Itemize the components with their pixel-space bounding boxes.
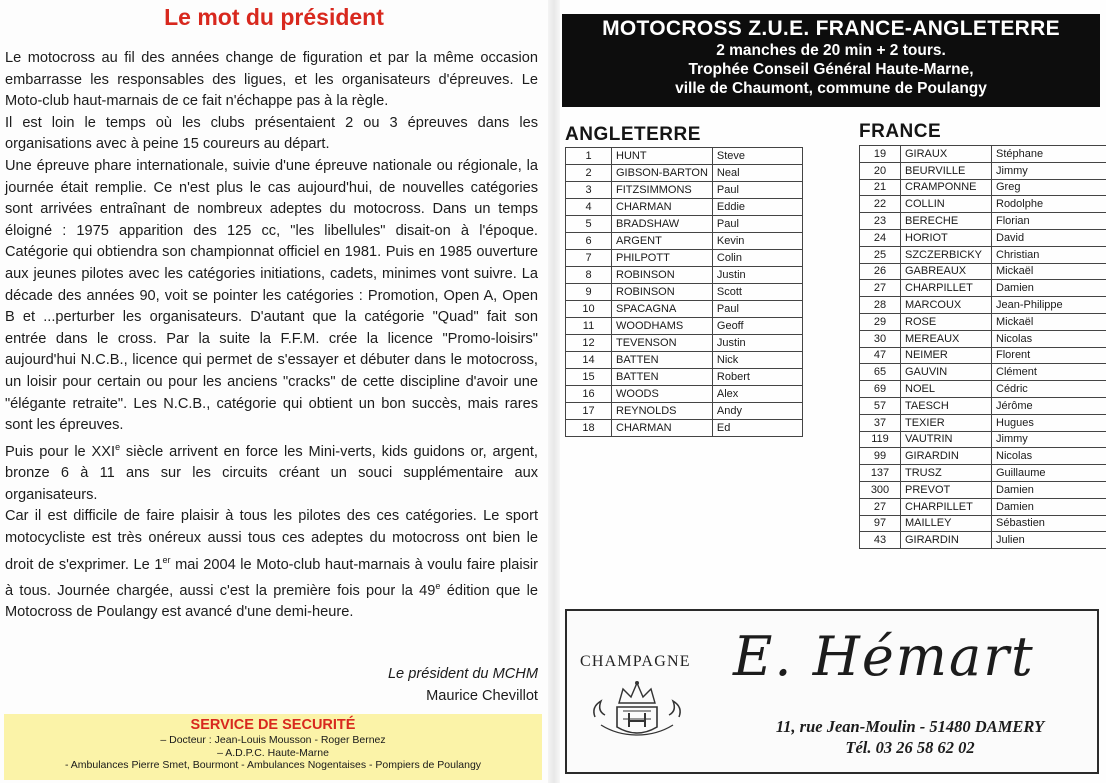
table-row [566, 233, 803, 250]
table-row [566, 199, 803, 216]
security-line: – A.D.P.C. Haute-Marne [217, 746, 329, 759]
rider-lastname: GAUVIN [901, 364, 992, 381]
rider-lastname: GIRARDIN [901, 448, 992, 465]
rider-lastname: REYNOLDS [612, 403, 713, 420]
event-subtitle: ville de Chaumont, commune de Poulangy [675, 80, 987, 97]
rider-firstname: Steve [712, 148, 802, 165]
table-row [860, 146, 1106, 163]
rider-lastname: WOODHAMS [612, 318, 713, 335]
table-row [566, 386, 803, 403]
rider-number: 1 [566, 148, 612, 165]
table-row [566, 148, 803, 165]
rider-firstname: Greg [992, 179, 1106, 196]
rider-number: 10 [566, 301, 612, 318]
rider-number: 69 [860, 381, 901, 398]
ad-address: 11, rue Jean-Moulin - 51480 DAMERY [775, 717, 1045, 736]
table-row [860, 263, 1106, 280]
rider-lastname: TAESCH [901, 397, 992, 414]
table-row [860, 381, 1106, 398]
rider-firstname: Eddie [712, 199, 802, 216]
rider-number: 47 [860, 347, 901, 364]
left-page [0, 0, 548, 783]
text-run: Puis pour le XXI [5, 443, 116, 460]
rider-lastname: NEIMER [901, 347, 992, 364]
rider-number: 14 [566, 352, 612, 369]
rider-number: 57 [860, 397, 901, 414]
rider-lastname: SZCZERBICKY [901, 246, 992, 263]
rider-lastname: CRAMPONNE [901, 179, 992, 196]
rider-firstname: Andy [712, 403, 802, 420]
rider-number: 27 [860, 498, 901, 515]
rider-firstname: Hugues [992, 414, 1106, 431]
rider-firstname: Damien [992, 498, 1106, 515]
table-row [860, 465, 1106, 482]
text-run: mai 2004 le Moto-club haut-marnais à voulu faire plaisir à tous. Journée chargée, aussi c'est la première fois pour la 49 [5, 556, 538, 599]
rider-firstname: Christian [992, 246, 1106, 263]
paragraph: Il est loin le temps où les clubs présentaient 2 ou 3 épreuves dans les organisations avec à peine 15 coureurs au départ. [5, 114, 538, 153]
rider-number: 9 [566, 284, 612, 301]
rider-number: 5 [566, 216, 612, 233]
rider-number: 11 [566, 318, 612, 335]
table-row [860, 364, 1106, 381]
rider-firstname: David [992, 229, 1106, 246]
rider-firstname: Nick [712, 352, 802, 369]
rider-firstname: Sébastien [992, 515, 1106, 532]
table-row [860, 179, 1106, 196]
security-line: - Ambulances Pierre Smet, Bourmont - Ambulances Nogentaises - Pompiers de Poulangy [64, 759, 482, 771]
rider-number: 2 [566, 165, 612, 182]
rider-lastname: ROBINSON [612, 284, 713, 301]
rider-lastname: GABREAUX [901, 263, 992, 280]
rider-firstname: Mickaël [992, 263, 1106, 280]
page-gutter [548, 0, 560, 783]
rider-firstname: Damien [992, 481, 1106, 498]
rider-firstname: Clément [992, 364, 1106, 381]
rider-firstname: Rodolphe [992, 196, 1106, 213]
rider-lastname: ROBINSON [612, 267, 713, 284]
table-row [566, 318, 803, 335]
rider-lastname: MAILLEY [901, 515, 992, 532]
right-page [560, 0, 1106, 783]
paragraph: Une épreuve phare internationale, suivie d'une épreuve nationale ou régionale, la journée était remplie. Ce n'est plus le cas aujourd'hui, de nouvelles catégories sont arrivées entraînant de nombreux adeptes du motocross. Dans un temps éloigné : 1975 apparition des 125 cc, "les libellules" disait-on à l'époque. Catégorie qui obtiendra son championnat officiel en 1981. Puis en 1985 ouverture aux jeunes pilotes avec les catégories initiations, cadets, minimes vont suivre. La décade des années 90, voit se pointer les catégories : Promotion, Open A, Open B et ...perturber les organisateurs. D'autant que la catégorie "Quad" fait son entrée dans le cross. Par la suite la F.F.M. crée la licence "Promo-loisirs" aujourd'hui N.C.B., licence qui permet de s'essayer et débuter dans le motocross, un loisir pour certain ou pour les anciens "cracks" de cette discipline d'avoir une "élégante retraite". Les N.C.B., catégorie qui obtient un bon succès, mais rares sont les épreuves. [5, 157, 538, 434]
rider-lastname: SPACAGNA [612, 301, 713, 318]
rider-number: 12 [566, 335, 612, 352]
rider-firstname: Justin [712, 267, 802, 284]
rider-lastname: PHILPOTT [612, 250, 713, 267]
rider-firstname: Jimmy [992, 162, 1106, 179]
rider-lastname: CHARMAN [612, 199, 713, 216]
rider-lastname: VAUTRIN [901, 431, 992, 448]
rider-lastname: MARCOUX [901, 297, 992, 314]
rider-firstname: Florent [992, 347, 1106, 364]
page-title: Le mot du président [164, 4, 384, 30]
rider-lastname: HUNT [612, 148, 713, 165]
table-row [860, 330, 1106, 347]
rider-number: 4 [566, 199, 612, 216]
rider-number: 29 [860, 313, 901, 330]
superscript: e [115, 441, 121, 452]
rider-firstname: Paul [712, 182, 802, 199]
text-run: siècle arrivent en force les Mini-verts, kids guidons or, argent, bronze 6 à 11 ans sur les circuits créant un souci supplémentaire aux organisateurs. [5, 443, 538, 503]
rider-firstname: Jean-Philippe [992, 297, 1106, 314]
rider-firstname: Guillaume [992, 465, 1106, 482]
rider-firstname: Ed [712, 420, 802, 437]
security-title: SERVICE DE SECURITÉ [190, 717, 356, 733]
paragraph: Le motocross au fil des années change de figuration et par la même occasion embarrasse les responsables des ligues, et les organisateurs d'épreuves. Le Moto-club haut-marnais de ce fait n'échappe pas à la règle. [5, 50, 538, 110]
table-row [860, 481, 1106, 498]
team-title-england: ANGLETERRE [565, 124, 701, 145]
rider-lastname: GIBSON-BARTON [612, 165, 713, 182]
table-row [566, 284, 803, 301]
table-row [860, 515, 1106, 532]
rider-firstname: Mickaël [992, 313, 1106, 330]
rider-lastname: BRADSHAW [612, 216, 713, 233]
rider-lastname: FITZSIMMONS [612, 182, 713, 199]
table-row [860, 532, 1106, 549]
security-line: – Docteur : Jean-Louis Mousson - Roger Bernez [160, 734, 386, 746]
rider-number: 18 [566, 420, 612, 437]
rider-lastname: BERECHE [901, 213, 992, 230]
rider-number: 6 [566, 233, 612, 250]
table-row [860, 347, 1106, 364]
signature [388, 664, 538, 707]
table-row [566, 182, 803, 199]
rider-number: 137 [860, 465, 901, 482]
rider-firstname: Geoff [712, 318, 802, 335]
event-title: MOTOCROSS Z.U.E. FRANCE-ANGLETERRE [602, 17, 1060, 40]
table-row [566, 369, 803, 386]
table-row [566, 165, 803, 182]
rider-lastname: HORIOT [901, 229, 992, 246]
rider-number: 119 [860, 431, 901, 448]
rider-number: 25 [860, 246, 901, 263]
event-subtitle: 2 manches de 20 min + 2 tours. [716, 42, 946, 59]
rider-number: 97 [860, 515, 901, 532]
rider-firstname: Robert [712, 369, 802, 386]
team-title-france: FRANCE [859, 121, 942, 142]
table-row [860, 213, 1106, 230]
table-row [860, 431, 1106, 448]
rider-number: 23 [860, 213, 901, 230]
table-row [566, 352, 803, 369]
table-row [860, 414, 1106, 431]
rider-firstname: Scott [712, 284, 802, 301]
rider-number: 8 [566, 267, 612, 284]
table-row [566, 301, 803, 318]
ad-contact [730, 716, 1090, 758]
event-header [562, 14, 1100, 107]
rider-lastname: MEREAUX [901, 330, 992, 347]
table-row [566, 420, 803, 437]
paragraph [5, 437, 538, 507]
champagne-crest-icon [587, 677, 687, 739]
rider-lastname: ARGENT [612, 233, 713, 250]
event-subtitle: Trophée Conseil Général Haute-Marne, [688, 61, 974, 78]
table-row [566, 335, 803, 352]
rider-firstname: Jérôme [992, 397, 1106, 414]
table-row [860, 498, 1106, 515]
text-run: Car il est difficile de faire plaisir à tous les pilotes des ces catégories. Le sport motocycliste est très onéreux aussi tous ces adeptes du motocross ont bien le droit de s'exprimer. Le 1 [5, 508, 538, 573]
rider-number: 37 [860, 414, 901, 431]
table-row [860, 397, 1106, 414]
president-text [5, 48, 538, 624]
rider-number: 65 [860, 364, 901, 381]
rider-lastname: GIRAUX [901, 146, 992, 163]
rider-lastname: BEURVILLE [901, 162, 992, 179]
rider-lastname: CHARPILLET [901, 498, 992, 515]
sponsor-ad [565, 609, 1099, 774]
rider-number: 99 [860, 448, 901, 465]
rider-number: 22 [860, 196, 901, 213]
rider-number: 7 [566, 250, 612, 267]
signature-role: Le président du MCHM [387, 666, 538, 682]
rider-firstname: Alex [712, 386, 802, 403]
table-row [860, 280, 1106, 297]
ad-champagne-label: CHAMPAGNE [580, 653, 691, 670]
ad-brand-name: E. Hémart [733, 625, 1035, 688]
table-row [860, 297, 1106, 314]
rider-number: 300 [860, 481, 901, 498]
table-row [860, 196, 1106, 213]
table-row [860, 448, 1106, 465]
rider-lastname: PREVOT [901, 481, 992, 498]
table-row [566, 403, 803, 420]
ad-phone: Tél. 03 26 58 62 02 [845, 738, 975, 757]
rider-number: 17 [566, 403, 612, 420]
rider-lastname: CHARMAN [612, 420, 713, 437]
rider-number: 3 [566, 182, 612, 199]
table-row [566, 267, 803, 284]
rider-firstname: Paul [712, 216, 802, 233]
rider-firstname: Stéphane [992, 146, 1106, 163]
england-riders-table [565, 147, 803, 437]
rider-lastname: CHARPILLET [901, 280, 992, 297]
rider-lastname: ROSE [901, 313, 992, 330]
rider-lastname: GIRARDIN [901, 532, 992, 549]
rider-number: 43 [860, 532, 901, 549]
text-run: édition que le Motocross de Poulangy est avancé d'une demi-heure. [5, 582, 538, 621]
rider-lastname: NOEL [901, 381, 992, 398]
superscript: e [435, 580, 441, 591]
table-row [860, 229, 1106, 246]
rider-firstname: Neal [712, 165, 802, 182]
table-row [860, 313, 1106, 330]
paragraph [5, 506, 538, 624]
table-row [860, 162, 1106, 179]
rider-number: 15 [566, 369, 612, 386]
rider-lastname: BATTEN [612, 352, 713, 369]
rider-lastname: BATTEN [612, 369, 713, 386]
rider-firstname: Julien [992, 532, 1106, 549]
rider-number: 28 [860, 297, 901, 314]
rider-firstname: Kevin [712, 233, 802, 250]
rider-lastname: TEXIER [901, 414, 992, 431]
rider-firstname: Cédric [992, 381, 1106, 398]
rider-firstname: Jimmy [992, 431, 1106, 448]
table-row [860, 246, 1106, 263]
rider-number: 30 [860, 330, 901, 347]
signature-name: Maurice Chevillot [426, 687, 538, 704]
rider-number: 21 [860, 179, 901, 196]
rider-lastname: TRUSZ [901, 465, 992, 482]
rider-number: 19 [860, 146, 901, 163]
france-riders-table [859, 145, 1106, 549]
superscript: er [162, 554, 171, 565]
rider-firstname: Florian [992, 213, 1106, 230]
rider-number: 16 [566, 386, 612, 403]
rider-number: 24 [860, 229, 901, 246]
rider-lastname: WOODS [612, 386, 713, 403]
rider-firstname: Damien [992, 280, 1106, 297]
rider-firstname: Colin [712, 250, 802, 267]
rider-number: 26 [860, 263, 901, 280]
table-row [566, 216, 803, 233]
rider-firstname: Nicolas [992, 330, 1106, 347]
rider-number: 27 [860, 280, 901, 297]
rider-lastname: COLLIN [901, 196, 992, 213]
rider-firstname: Justin [712, 335, 802, 352]
rider-firstname: Paul [712, 301, 802, 318]
rider-firstname: Nicolas [992, 448, 1106, 465]
security-box [4, 714, 542, 780]
rider-number: 20 [860, 162, 901, 179]
rider-lastname: TEVENSON [612, 335, 713, 352]
table-row [566, 250, 803, 267]
